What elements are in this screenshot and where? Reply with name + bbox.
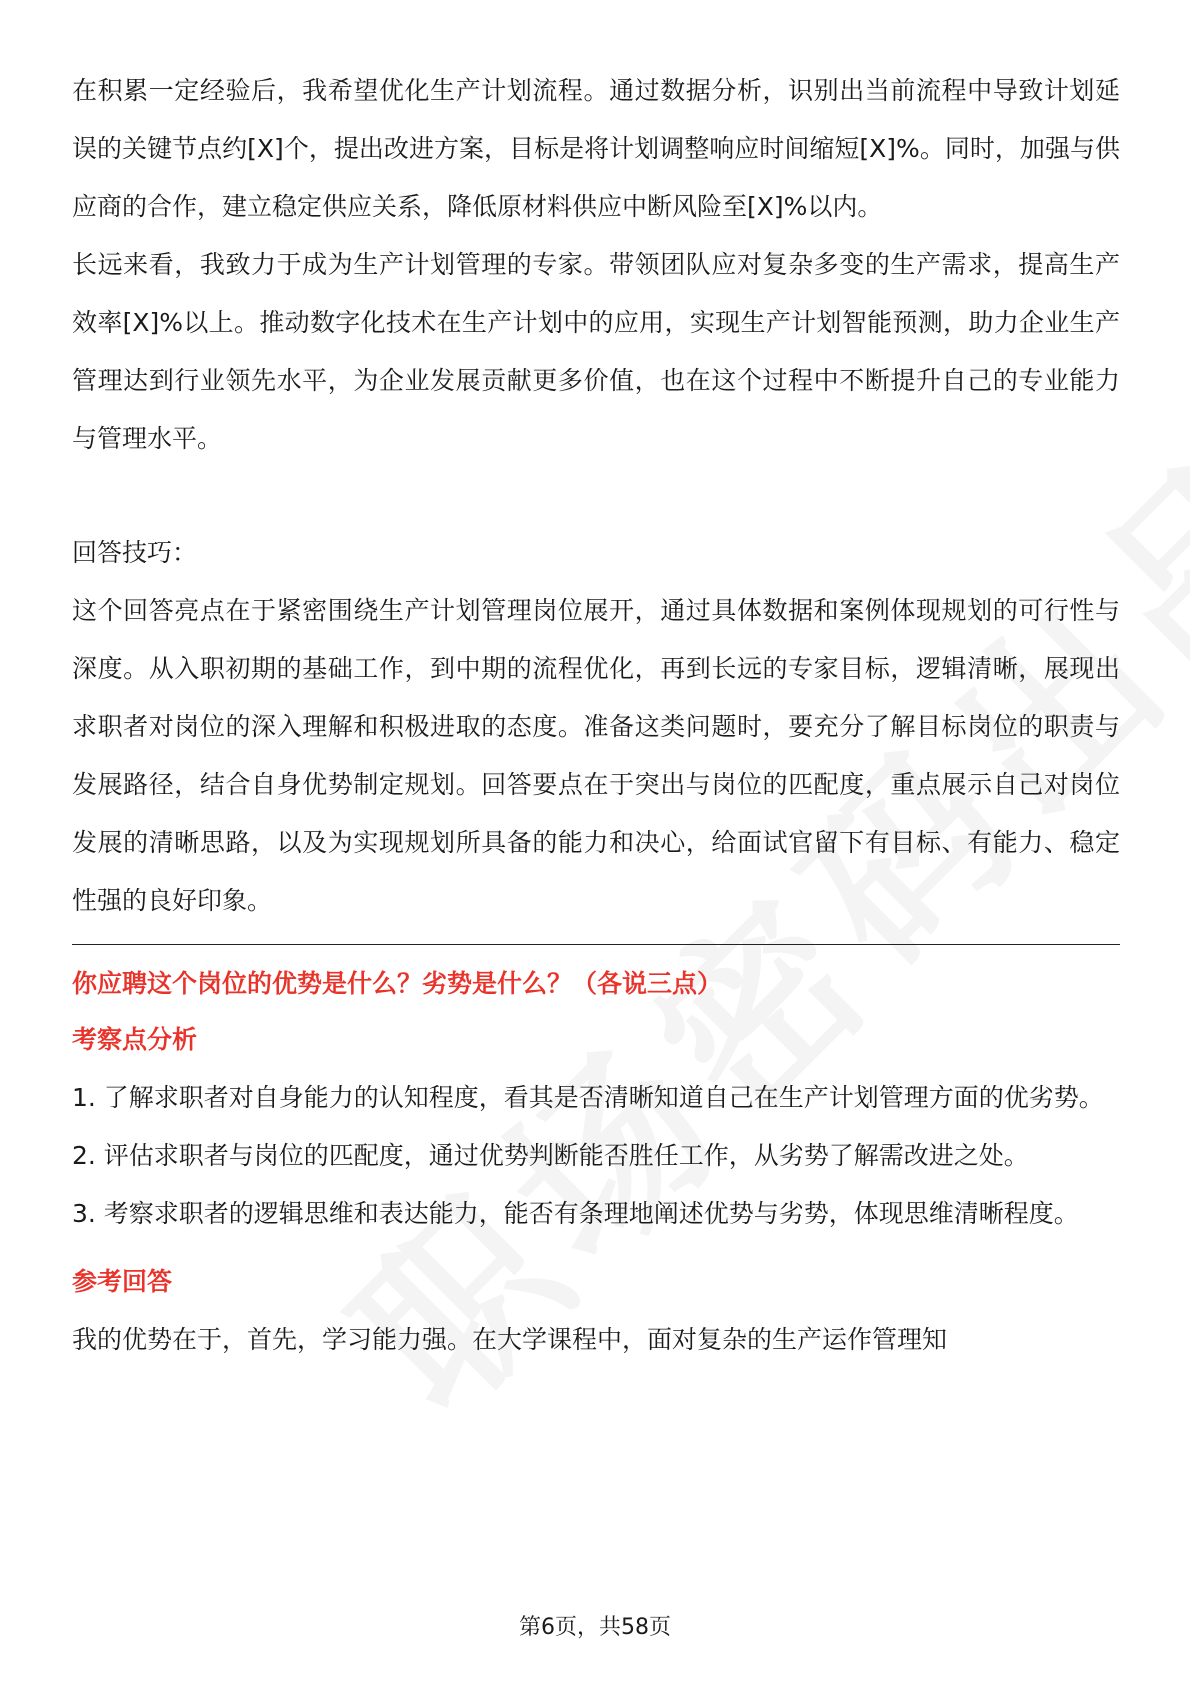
tips-body: 这个回答亮点在于紧密围绕生产计划管理岗位展开，通过具体数据和案例体现规划的可行性与深度。从入职初期的基础工作，到中期的流程优化，再到长远的专家目标，逻辑清晰，展现出求职者对岗位的深入理解和积极进取的态度。准备这类问题时，要充分了解目标岗位的职责与发展路径，结合自身优势制定规划。回答要点在于突出与岗位的匹配度，重点展示自己对岗位发展的清晰思路，以及为实现规划所具备的能力和决心，给面试官留下有目标、有能力、稳定性强的良好印象。 [72, 596, 1120, 915]
paragraph-process-optimization: 在积累一定经验后，我希望优化生产计划流程。通过数据分析，识别出当前流程中导致计划延误的关键节点约[X]个，提出改进方案，目标是将计划调整响应时间缩短[X]%。同时，加强与供应商的合作，建立稳定供应关系，降低原材料供应中断风险至[X]%以内。 [72, 76, 1120, 221]
document-page [72, 62, 1120, 1369]
spacer [72, 468, 1120, 524]
page-footer: 第6页，共58页 [519, 1615, 671, 1640]
analysis-item-2: 2. 评估求职者与岗位的匹配度，通过优势判断能否胜任工作，从劣势了解需改进之处。 [72, 1141, 1029, 1170]
analysis-item-3: 3. 考察求职者的逻辑思维和表达能力，能否有条理地阐述优势与劣势，体现思维清晰程度。 [72, 1199, 1079, 1228]
reference-title: 参考回答 [72, 1267, 173, 1296]
tips-label: 回答技巧： [72, 538, 198, 567]
analysis-title: 考察点分析 [72, 1025, 198, 1054]
paragraph-long-term-goal: 长远来看，我致力于成为生产计划管理的专家。带领团队应对复杂多变的生产需求，提高生产效率[X]%以上。推动数字化技术在生产计划中的应用，实现生产计划智能预测，助力企业生产管理达到行业领先水平，为企业发展贡献更多价值，也在这个过程中不断提升自己的专业能力与管理水平。 [72, 250, 1120, 453]
reference-body: 我的优势在于，首先，学习能力强。在大学课程中，面对复杂的生产运作管理知 [72, 1325, 948, 1354]
section-divider [72, 944, 1120, 945]
question-heading: 你应聘这个岗位的优势是什么？劣势是什么？（各说三点） [72, 969, 723, 998]
analysis-item-1: 1. 了解求职者对自身能力的认知程度，看其是否清晰知道自己在生产计划管理方面的优劣势。 [72, 1083, 1104, 1112]
